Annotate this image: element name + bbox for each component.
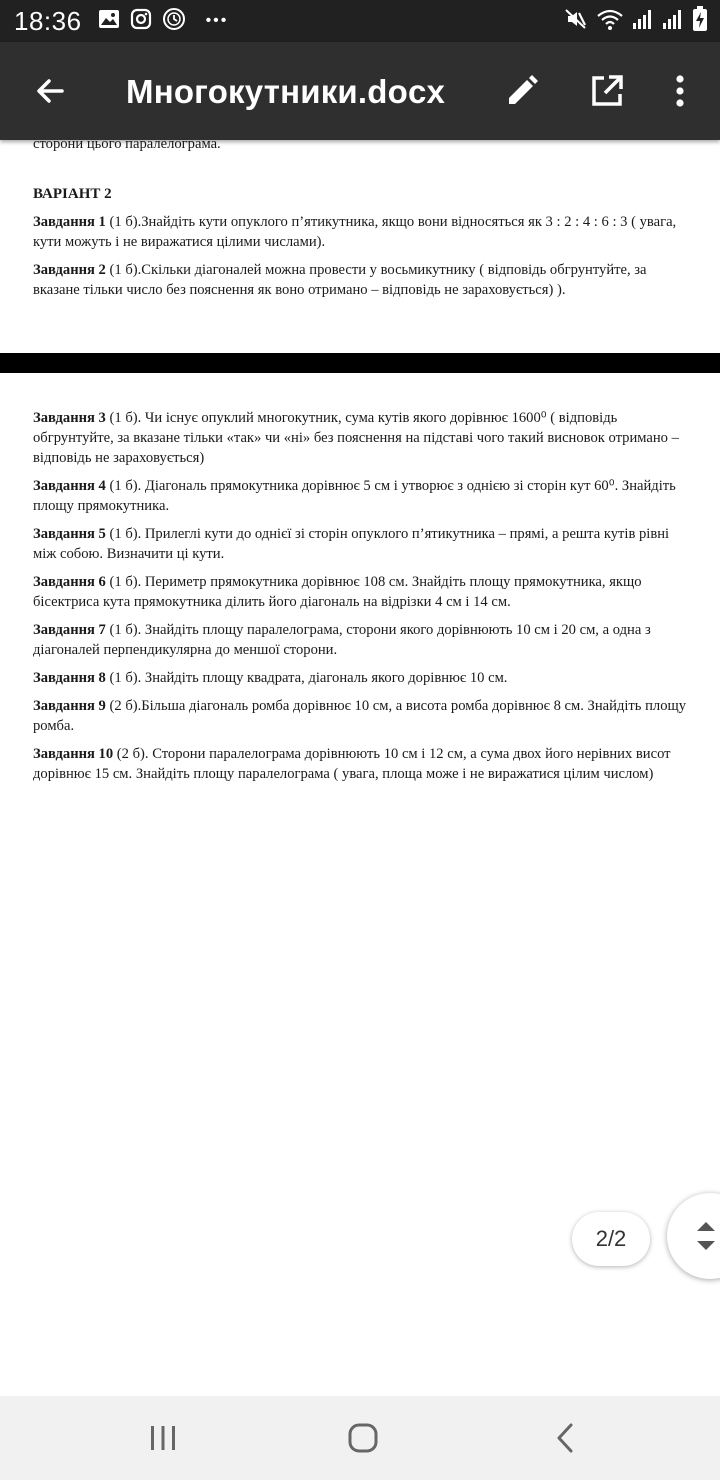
text-line: сторони цього паралелограма. xyxy=(33,140,221,152)
back-nav-button[interactable] xyxy=(543,1416,587,1460)
task-label: Завдання 3 xyxy=(33,410,106,426)
open-external-icon xyxy=(589,73,625,109)
task-6 xyxy=(0,572,720,612)
task-4 xyxy=(0,476,720,516)
edit-icon xyxy=(504,73,540,109)
task-text: (1 б). Периметр прямокутника дорівнює 108 см. Знайдіть площу прямокутника, якщо xyxy=(105,574,642,590)
task-label: Завдання 9 xyxy=(33,698,106,714)
task-text: (1 б). Прилеглі кути до однієї зі сторін опуклого п’ятикутника – прямі, а решта кутів рівні xyxy=(105,526,670,542)
instagram-icon xyxy=(130,8,152,35)
task-7 xyxy=(0,620,720,660)
task-text: (1 б). Діагональ прямокутника дорівнює 5 см і утворює з однією зі сторін кут 60⁰. Знайдіть xyxy=(105,478,676,494)
back-nav-icon xyxy=(553,1422,577,1454)
task-5 xyxy=(0,524,720,564)
navigation-bar xyxy=(0,1396,720,1480)
task-8 xyxy=(0,668,720,688)
more-vert-icon xyxy=(674,73,686,109)
task-text: (2 б).Більша діагональ ромба дорівнює 10 см, а висота ромба дорівнює 8 см. Знайдіть площу xyxy=(105,698,687,714)
task-text: (1 б).Знайдіть кути опуклого п’ятикутника, якщо вони відносяться як 3 : 2 : 4 : 6 : 3 ( увага, xyxy=(105,214,677,230)
status-right xyxy=(564,0,708,42)
scroll-up-down-icon xyxy=(687,1216,720,1256)
back-icon xyxy=(34,75,66,107)
edit-button[interactable] xyxy=(500,69,544,113)
task-label: Завдання 5 xyxy=(33,526,106,542)
document-page-1 xyxy=(0,140,720,308)
task-label: Завдання 2 xyxy=(33,262,106,278)
task-text: бісектриса кута прямокутника ділить його діагональ на відрізки 4 см і 14 см. xyxy=(33,594,511,610)
task-text: (2 б). Сторони паралелограма дорівнюють 10 см і 12 см, а сума двох його нерівних висот xyxy=(113,746,671,762)
task-text: (1 б).Скільки діагоналей можна провести у восьмикутнику ( відповідь обгрунтуйте, за xyxy=(105,262,647,278)
task-label: Завдання 4 xyxy=(33,478,106,494)
mute-icon xyxy=(564,7,588,36)
task-text: дорівнює 15 см. Знайдіть площу паралелограма ( увага, площа може і не виражатися цілим числом) xyxy=(33,766,654,782)
back-button[interactable] xyxy=(28,69,72,113)
recent-apps-button[interactable] xyxy=(141,1416,185,1460)
task-1 xyxy=(0,212,720,252)
open-external-button[interactable] xyxy=(585,69,629,113)
task-text: (1 б). Чи існує опуклий многокутник, сума кутів якого дорівнює 1600⁰ ( відповідь xyxy=(105,410,618,426)
status-bar xyxy=(0,0,720,42)
document-title: Многокутники.docx xyxy=(126,73,446,110)
task-text: (1 б). Знайдіть площу квадрата, діагональ якого дорівнює 10 см. xyxy=(105,670,508,686)
wifi-icon xyxy=(596,7,624,36)
battery-charging-icon xyxy=(692,6,708,37)
task-text: відповідь не зараховується) xyxy=(33,450,205,466)
signal-icon xyxy=(632,8,654,35)
task-label: Завдання 10 xyxy=(33,746,114,762)
task-label: Завдання 1 xyxy=(33,214,106,230)
image-icon xyxy=(98,9,120,34)
document-viewer[interactable] xyxy=(0,140,720,1396)
task-2 xyxy=(0,260,720,300)
task-label: Завдання 8 xyxy=(33,670,106,686)
task-text: вказане тільки число без пояснення як воно отримано – відповідь не зараховується) ). xyxy=(33,282,566,298)
more-notifications: ••• xyxy=(205,12,229,29)
document-page-2 xyxy=(0,408,720,792)
task-9 xyxy=(0,696,720,736)
page-divider xyxy=(0,353,720,373)
task-text: (1 б). Знайдіть площу паралелограма, сторони якого дорівнюють 10 см і 20 см, а одна з xyxy=(105,622,651,638)
page-indicator: 2/2 xyxy=(572,1212,650,1266)
task-3 xyxy=(0,408,720,468)
more-options-button[interactable] xyxy=(658,69,702,113)
notification-icons xyxy=(98,7,229,36)
task-10 xyxy=(0,744,720,784)
task-label: Завдання 6 xyxy=(33,574,106,590)
signal-icon xyxy=(662,8,684,35)
status-time: 18:36 xyxy=(14,5,82,36)
task-text: між собою. Визначити ці кути. xyxy=(33,546,225,562)
recent-apps-icon xyxy=(148,1424,178,1452)
task-label: Завдання 7 xyxy=(33,622,106,638)
clock-icon xyxy=(162,7,186,36)
home-icon xyxy=(347,1422,379,1454)
task-text: діагоналей перпендикулярна до меншої сторони. xyxy=(33,642,338,658)
task-text: обгрунтуйте, за вказане тільки «так» чи «ні» без пояснення на підставі чого такий висновок отримано – xyxy=(33,430,679,446)
task-text: кути можуть і не виражатися цілими числами). xyxy=(33,234,326,250)
task-text: ромба. xyxy=(33,718,75,734)
variant-heading: ВАРІАНТ 2 xyxy=(33,186,112,202)
app-bar xyxy=(0,42,720,140)
home-button[interactable] xyxy=(341,1416,385,1460)
task-text: площу прямокутника. xyxy=(33,498,170,514)
